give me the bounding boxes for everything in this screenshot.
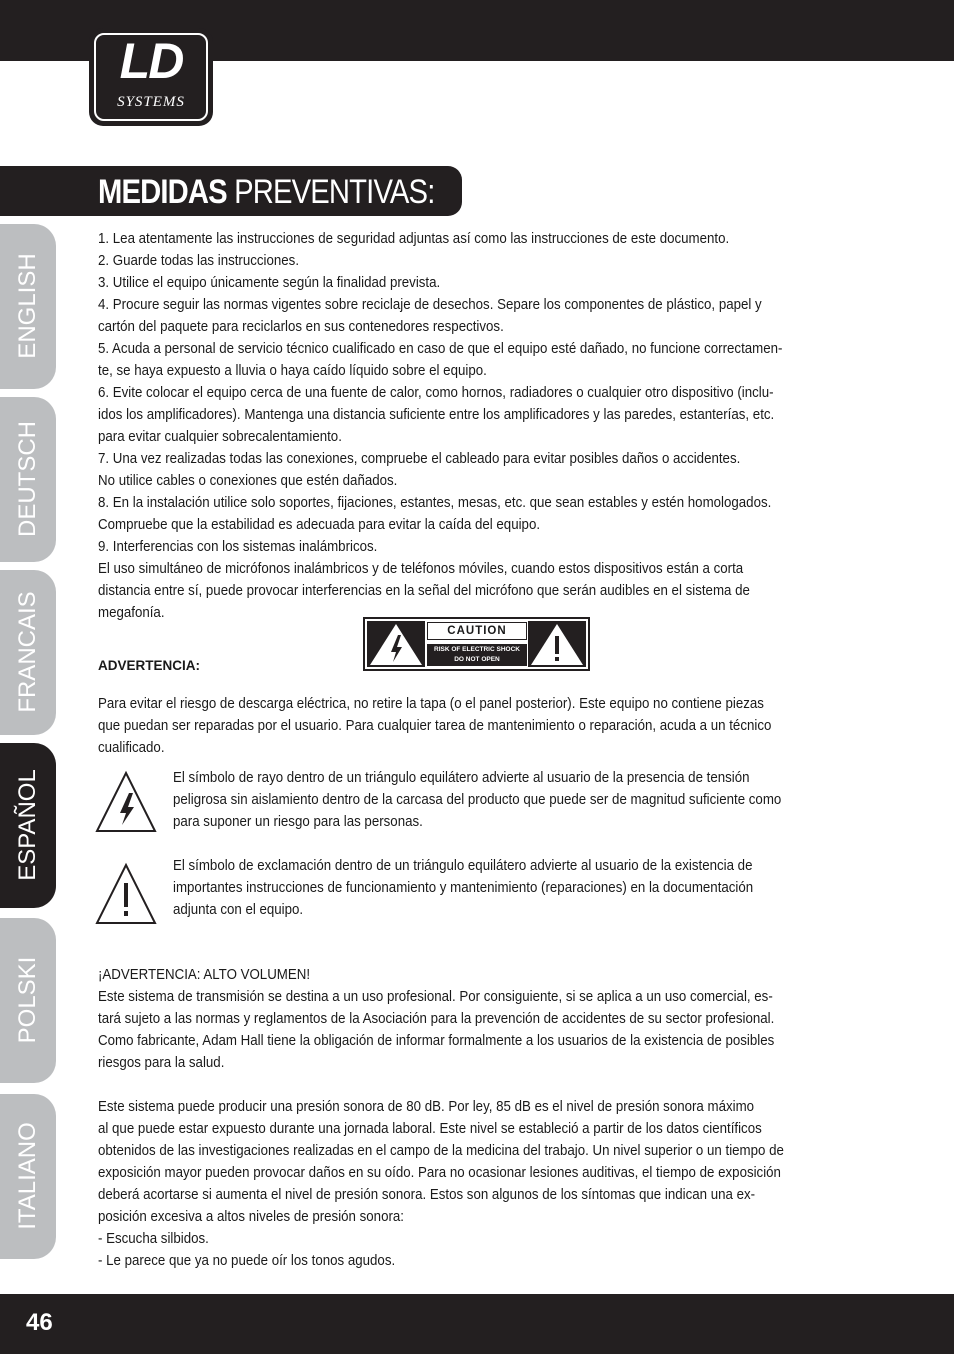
- logo-sub-text: SYSTEMS: [117, 94, 185, 110]
- tab-label: ENGLISH: [14, 253, 41, 359]
- lightning-description: [173, 767, 863, 833]
- risk-line: RISK OF ELECTRIC SHOCK: [434, 646, 520, 653]
- instruction-line: 6. Evite colocar el equipo cerca de una fuente de calor, como hornos, radiadores o cualquier otro dispositivo (inclu-: [98, 385, 774, 401]
- tab-label: ESPAÑOL: [14, 769, 41, 881]
- instruction-line: idos los amplificadores). Mantenga una distancia suficiente entre los amplificadores y las paredes, estanterías, etc.: [98, 407, 775, 423]
- title-bold: MEDIDAS: [98, 173, 227, 211]
- tab-label: POLSKI: [14, 956, 41, 1044]
- instruction-line: 1. Lea atentamente las instrucciones de seguridad adjuntas así como las instrucciones de este documento.: [98, 231, 730, 247]
- warning-line: Para evitar el riesgo de descarga eléctrica, no retire la tapa (o el panel posterior). Este equipo no contiene piezas: [98, 696, 764, 712]
- volume-line: Este sistema de transmisión se destina a un uso profesional. Por consiguiente, si se aplica a un uso comercial, es-: [98, 989, 773, 1005]
- caution-label: [363, 617, 590, 671]
- volume-line: Como fabricante, Adam Hall tiene la obligación de informar formalmente a los usuarios de la existencia de posibles: [98, 1033, 775, 1049]
- instruction-line: 3. Utilice el equipo únicamente según la finalidad prevista.: [98, 275, 441, 291]
- tab-label: FRANCAIS: [14, 591, 41, 713]
- lightning-triangle-icon: [94, 769, 158, 833]
- symbol-line: El símbolo de exclamación dentro de un triángulo equilátero advierte al usuario de la existencia de: [173, 858, 753, 874]
- volume-line: deberá acortarse si aumenta el nivel de presión sonora. Estos son algunos de los síntomas que indican una ex-: [98, 1187, 756, 1203]
- volume-heading: ¡ADVERTENCIA: ALTO VOLUMEN!: [98, 967, 311, 983]
- instruction-line: 8. En la instalación utilice solo soportes, fijaciones, estantes, mesas, etc. que sean estables y estén homologados.: [98, 495, 772, 511]
- tab-label: ITALIANO: [14, 1122, 41, 1230]
- caution-text-panel: [427, 622, 527, 666]
- tab-francais[interactable]: [0, 570, 56, 735]
- volume-line: posición excesiva a altos niveles de presión sonora:: [98, 1209, 404, 1225]
- instruction-line: No utilice cables o conexiones que estén dañados.: [98, 473, 398, 489]
- risk-text: [427, 644, 527, 666]
- instruction-line: megafonía.: [98, 605, 165, 621]
- instruction-line: 7. Una vez realizadas todas las conexiones, compruebe el cableado para evitar posibles daños o accidentes.: [98, 451, 741, 467]
- instructions-list: [98, 228, 858, 759]
- tab-polski[interactable]: [0, 918, 56, 1083]
- tab-deutsch[interactable]: [0, 397, 56, 562]
- caution-word: CAUTION: [427, 622, 527, 640]
- volume-line: exposición mayor pueden provocar daños en su oído. Para no ocasionar lesiones auditivas, el tiempo de exposición: [98, 1165, 781, 1181]
- symbol-line: peligrosa sin aislamiento dentro de la carcasa del producto que puede ser de magnitud suficiente como: [173, 792, 782, 808]
- warning-line: que puedan ser reparadas por el usuario. Para cualquier tarea de mantenimiento o reparación, acuda a un técnico: [98, 718, 772, 734]
- volume-line: obtenidos de las investigaciones realizadas en el campo de la medicina del trabajo. Un nivel superior o un tiempo de: [98, 1143, 784, 1159]
- exclamation-warning-icon: [528, 621, 586, 667]
- instruction-line: 4. Procure seguir las normas vigentes sobre reciclaje de desechos. Separe los componentes de plástico, papel y: [98, 297, 762, 313]
- instruction-line: distancia entre sí, puede provocar interferencias en la señal del micrófono que serán audibles en el sistema de: [98, 583, 750, 599]
- symbol-line: El símbolo de rayo dentro de un triángulo equilátero advierte al usuario de la presencia de tensión: [173, 770, 750, 786]
- volume-line: al que puede estar expuesto durante una jornada laboral. Este nivel se estableció a partir de los datos científicos: [98, 1121, 762, 1137]
- warning-heading: ADVERTENCIA:: [98, 658, 201, 673]
- instruction-line: para evitar cualquier sobrecalentamiento.: [98, 429, 342, 445]
- title-light: PREVENTIVAS:: [234, 173, 435, 211]
- symptom-item: - Le parece que ya no puede oír los tonos agudos.: [98, 1253, 396, 1269]
- risk-line: DO NOT OPEN: [454, 656, 500, 663]
- lightning-warning-icon: [367, 621, 425, 667]
- ld-systems-logo: [89, 28, 213, 126]
- volume-warning: [98, 964, 858, 1272]
- tab-espanol[interactable]: [0, 743, 56, 908]
- tab-italiano[interactable]: [0, 1094, 56, 1259]
- volume-line: riesgos para la salud.: [98, 1055, 225, 1071]
- instruction-line: Compruebe que la estabilidad es adecuada para evitar la caída del equipo.: [98, 517, 541, 533]
- page-number: 46: [26, 1309, 53, 1336]
- symbol-line: para suponer un riesgo para las personas.: [173, 814, 423, 830]
- instruction-line: El uso simultáneo de micrófonos inalámbricos y de teléfonos móviles, cuando estos dispositivos están a corta: [98, 561, 744, 577]
- tab-label: DEUTSCH: [14, 420, 41, 538]
- exclamation-description: [173, 855, 863, 921]
- volume-line: Este sistema puede producir una presión sonora de 80 dB. Por ley, 85 dB es el nivel de presión sonora máximo: [98, 1099, 755, 1115]
- symbol-line: importantes instrucciones de funcionamiento y mantenimiento (reparaciones) en la documentación: [173, 880, 754, 896]
- instruction-line: te, se haya expuesto a lluvia o haya caído líquido sobre el equipo.: [98, 363, 487, 379]
- page-title: [98, 170, 434, 214]
- instruction-line: 5. Acuda a personal de servicio técnico cualificado en caso de que el equipo esté dañado, no funcione correctamen-: [98, 341, 783, 357]
- tab-english[interactable]: [0, 224, 56, 389]
- bottom-bar: [0, 1294, 954, 1354]
- logo-main-text: LD: [119, 33, 183, 89]
- instruction-line: 9. Interferencias con los sistemas inalámbricos.: [98, 539, 378, 555]
- exclamation-triangle-icon: [94, 861, 158, 925]
- symptom-item: - Escucha silbidos.: [98, 1231, 209, 1247]
- volume-line: tará sujeto a las normas y reglamentos de la Asociación para la prevención de accidentes de su sector profesional.: [98, 1011, 775, 1027]
- instruction-line: 2. Guarde todas las instrucciones.: [98, 253, 300, 269]
- warning-line: cualificado.: [98, 740, 165, 756]
- symbol-line: adjunta con el equipo.: [173, 902, 304, 918]
- instruction-line: cartón del paquete para reciclarlos en sus contenedores respectivos.: [98, 319, 504, 335]
